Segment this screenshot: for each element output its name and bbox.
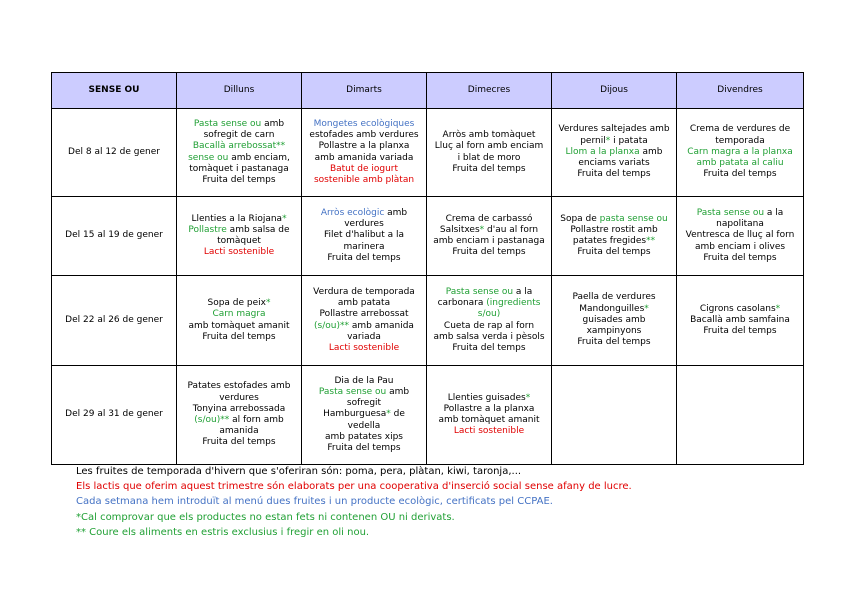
dish-text: *	[605, 135, 611, 146]
dish-text: verdures	[344, 219, 384, 230]
menu-cell	[552, 109, 677, 197]
dish-text: amb enciam i pastanaga	[433, 236, 545, 246]
dish-text: Batut de iogurt	[329, 163, 399, 174]
dish-line	[430, 236, 548, 247]
week-label: Del 8 al 12 de gener	[52, 109, 177, 197]
menu-cell	[177, 109, 302, 197]
menu-cell	[427, 366, 552, 465]
dish-text: Pasta sense ou	[696, 207, 765, 218]
dish-text: Paella de verdures	[572, 292, 656, 303]
header-day: Dimarts	[302, 73, 427, 109]
dish-line	[305, 153, 423, 164]
dish-line	[305, 219, 423, 230]
dish-text: sofregit	[346, 398, 382, 409]
dish-text: Fruita del temps	[202, 437, 276, 448]
dish-text: s/ou)	[477, 309, 501, 320]
dish-text: Sopa de peix	[207, 298, 266, 309]
dish-text: amb enciam,	[228, 152, 290, 163]
dish-text: *	[525, 392, 531, 403]
dish-text: Sopa de	[560, 213, 600, 224]
dish-text: (s/ou)**	[314, 320, 349, 331]
dish-line	[305, 141, 423, 152]
dish-line	[180, 153, 298, 164]
dish-line	[305, 208, 423, 219]
dish-line	[680, 124, 800, 135]
dish-line	[305, 164, 423, 175]
dish-text: Fruita del temps	[577, 247, 651, 258]
menu-cell	[552, 197, 677, 276]
dish-text: amb patates xips	[325, 431, 403, 442]
dish-line	[680, 147, 800, 158]
dish-text: Tonyina arrebossada	[192, 403, 286, 414]
dish-line	[555, 326, 673, 337]
dish-text: Fruita del temps	[577, 337, 651, 348]
week-label: Del 22 al 26 de gener	[52, 276, 177, 366]
menu-table	[51, 72, 804, 465]
dish-text: Lacti sostenible	[328, 342, 400, 353]
menu-cell	[427, 197, 552, 276]
dish-text: amb	[386, 386, 410, 397]
dish-text: Pollastre arrebossat	[319, 309, 409, 320]
dish-text: **	[646, 236, 656, 246]
dish-text: sostenible amb plàtan	[313, 174, 415, 185]
dish-text: de	[390, 409, 405, 420]
dish-text: Arròs ecològic	[320, 207, 385, 218]
dish-text: napolitana	[716, 219, 764, 230]
dish-text: *	[266, 298, 271, 309]
dish-text: Lacti sostenible	[453, 426, 525, 437]
dish-line	[680, 208, 800, 219]
week-label: Del 29 al 31 de gener	[52, 366, 177, 465]
dish-text: amb tomàquet amanit	[438, 415, 540, 425]
dish-text: verdures	[219, 392, 259, 403]
dish-text: xampinyons	[586, 326, 642, 337]
dish-text: i patata	[610, 135, 648, 146]
dish-text: Cueta de rap al forn	[443, 320, 535, 331]
dish-text: enciams variats	[578, 158, 650, 169]
dish-line	[430, 404, 548, 415]
menu-cell	[302, 109, 427, 197]
dish-line	[430, 426, 548, 437]
header-corner: SENSE OU	[52, 73, 177, 109]
dish-text: amb	[261, 118, 285, 129]
header-row	[52, 73, 804, 109]
dish-line	[430, 225, 548, 236]
dish-text: Fruita del temps	[703, 326, 777, 337]
week-row	[52, 276, 804, 366]
dish-line	[555, 136, 673, 147]
dish-text: Hamburguesa	[323, 409, 387, 420]
dish-text: Pollastre	[188, 224, 227, 235]
dish-line	[180, 175, 298, 186]
menu-cell	[552, 276, 677, 366]
dish-text: *	[775, 303, 781, 314]
dish-line	[430, 298, 548, 309]
dish-line	[305, 432, 423, 443]
menu-cell	[177, 197, 302, 276]
dish-text: amb amanida	[349, 320, 414, 331]
dish-text: amb patata	[337, 298, 391, 309]
dish-text: Llenties a la Riojana	[191, 213, 283, 224]
dish-line	[180, 130, 298, 141]
dish-line	[680, 315, 800, 326]
menu-cell	[177, 276, 302, 366]
dish-line	[305, 175, 423, 186]
dish-text: Pasta sense ou	[193, 118, 262, 129]
dish-line	[180, 164, 298, 175]
dish-text: a la	[764, 207, 784, 218]
dish-text: amb	[639, 146, 663, 157]
dish-line	[305, 230, 423, 241]
header-day: Dilluns	[177, 73, 302, 109]
dish-text: Lluç al forn amb enciam	[434, 141, 544, 152]
dish-line	[430, 164, 548, 175]
dish-line	[305, 298, 423, 309]
dish-line	[180, 309, 298, 320]
dish-text: variada	[347, 331, 381, 342]
dish-text: vedella	[347, 420, 381, 431]
dish-line	[180, 393, 298, 404]
dish-line	[555, 158, 673, 169]
dish-line	[555, 169, 673, 180]
note-ecological: Cada setmana hem introduït al menú dues fruites i un producte ecològic, certificats pel CCPAE.	[76, 496, 553, 508]
dish-line	[305, 119, 423, 130]
dish-text: Arròs amb tomàquet	[442, 130, 536, 141]
dish-text: guisades amb	[582, 314, 646, 325]
dish-line	[305, 343, 423, 354]
dish-line	[430, 309, 548, 320]
dish-text: Fruita del temps	[452, 163, 526, 174]
week-row	[52, 366, 804, 465]
dish-line	[430, 332, 548, 343]
dish-line	[180, 225, 298, 236]
dish-line	[180, 141, 298, 152]
dish-text: Carn magra	[212, 309, 266, 320]
dish-line	[555, 337, 673, 348]
dish-line	[180, 298, 298, 309]
dish-text: pernil	[580, 135, 606, 146]
dish-text: amb patata al caliu	[696, 158, 784, 169]
dish-text: Verdura de temporada	[313, 286, 415, 297]
dish-text: temporada	[715, 135, 765, 146]
note-egg-check: *Cal comprovar que els productes no estan fets ni contenen OU ni derivats.	[76, 511, 455, 523]
dish-text: Bacallà amb samfaina	[690, 314, 790, 325]
dish-line	[430, 343, 548, 354]
dish-line	[680, 253, 800, 264]
dish-line	[555, 225, 673, 236]
menu-cell	[302, 197, 427, 276]
footnotes	[76, 464, 632, 540]
dish-text: Fruita del temps	[202, 174, 276, 185]
dish-line	[680, 219, 800, 230]
dish-line	[680, 230, 800, 241]
dish-text: amb tomàquet amanit	[188, 320, 290, 331]
dish-text: Dia de la Pau	[334, 375, 394, 386]
dish-text: pasta sense ou	[599, 213, 668, 224]
menu-cell	[427, 109, 552, 197]
dish-line	[430, 287, 548, 298]
dish-line	[180, 437, 298, 448]
dish-line	[305, 287, 423, 298]
dish-line	[305, 130, 423, 141]
dish-text: Fruita del temps	[202, 331, 276, 342]
dish-line	[555, 315, 673, 326]
dish-text: Fruita del temps	[327, 252, 401, 263]
dish-text: Mandonguilles	[579, 303, 645, 314]
dish-line	[555, 304, 673, 315]
dish-text: Pollastre a la planxa	[318, 141, 410, 152]
dish-text: amb salsa verda i pèsols	[433, 331, 545, 342]
dish-text: (ingredients	[486, 298, 541, 309]
dish-text: Salsitxes	[439, 224, 480, 235]
dish-text: Pollastre a la planxa	[443, 403, 535, 414]
dish-text: marinera	[343, 241, 385, 252]
dish-text: amb amanida variada	[314, 152, 414, 163]
dish-text: Fruita del temps	[703, 169, 777, 180]
dish-text: patates fregides	[572, 236, 647, 246]
dish-text: carbonara	[437, 298, 487, 309]
dish-line	[555, 247, 673, 258]
dish-line	[305, 332, 423, 343]
dish-text: sofregit de carn	[203, 130, 275, 141]
dish-text: amb	[384, 207, 408, 218]
dish-text: *	[282, 213, 287, 224]
dish-text: a la	[513, 286, 533, 297]
dish-text: Pasta sense ou	[445, 286, 514, 297]
dish-text: Mongetes ecològiques	[313, 118, 415, 129]
dish-text: Patates estofades amb	[187, 381, 291, 392]
dish-line	[680, 326, 800, 337]
dish-line	[180, 214, 298, 225]
dish-line	[180, 426, 298, 437]
note-cooking-utensils: ** Coure els aliments en estris exclusius i fregir en oli nou.	[76, 526, 370, 538]
dish-text: amb salsa de	[226, 224, 290, 235]
dish-line	[430, 393, 548, 404]
dish-line	[680, 304, 800, 315]
dish-text: *	[479, 224, 485, 235]
dish-line	[305, 398, 423, 409]
dish-text: *	[644, 303, 649, 314]
dish-text: amanida	[219, 426, 259, 437]
dish-line	[180, 236, 298, 247]
menu-cell	[677, 109, 804, 197]
dish-line	[305, 443, 423, 454]
dish-line	[680, 136, 800, 147]
dish-line	[430, 141, 548, 152]
dish-text: d'au al forn	[484, 224, 539, 235]
dish-line	[430, 153, 548, 164]
dish-line	[305, 421, 423, 432]
menu-cell	[177, 366, 302, 465]
header-day: Dijous	[552, 73, 677, 109]
dish-text: tomàquet	[217, 236, 261, 246]
week-row	[52, 109, 804, 197]
dish-text: Cigrons casolans	[699, 303, 776, 314]
dish-text: *	[386, 409, 391, 420]
menu-cell	[552, 366, 677, 465]
dish-line	[430, 130, 548, 141]
dish-line	[680, 242, 800, 253]
dish-line	[180, 119, 298, 130]
week-row	[52, 197, 804, 276]
dish-line	[305, 253, 423, 264]
menu-cell	[677, 366, 804, 465]
menu-cell	[302, 366, 427, 465]
dish-text: Pollastre rostit amb	[570, 224, 658, 235]
dish-text: Llom a la planxa	[565, 146, 640, 157]
dish-line	[305, 321, 423, 332]
dish-line	[555, 147, 673, 158]
note-seasonal-fruit: Les fruites de temporada d'hivern que s'oferiran són: poma, pera, plàtan, kiwi, taronja,...	[76, 466, 522, 477]
dish-text: Llenties guisades	[447, 392, 526, 403]
dish-text: (s/ou)**	[194, 415, 230, 425]
dish-line	[680, 169, 800, 180]
header-day: Dimecres	[427, 73, 552, 109]
dish-line	[180, 332, 298, 343]
dish-line	[180, 381, 298, 392]
dish-line	[430, 415, 548, 426]
dish-text: Ventresca de lluç al forn	[685, 230, 795, 241]
dish-line	[305, 387, 423, 398]
dish-line	[430, 247, 548, 258]
dish-text: Pasta sense ou	[318, 386, 387, 397]
dish-text: Lacti sostenible	[203, 247, 275, 258]
dish-text: Fruita del temps	[327, 443, 401, 453]
dish-line	[555, 292, 673, 303]
dish-text: Crema de carbassó	[445, 213, 533, 224]
dish-text: Fruita del temps	[577, 169, 651, 180]
menu-cell	[677, 197, 804, 276]
dish-line	[305, 376, 423, 387]
dish-text: al forn amb	[229, 415, 284, 425]
menu-body	[52, 109, 804, 465]
dish-text: Fruita del temps	[703, 252, 777, 263]
note-dairy: Els lactis que oferim aquest trimestre són elaborats per una cooperativa d'inserció social sense afany de lucre.	[76, 481, 632, 493]
dish-line	[430, 321, 548, 332]
dish-line	[305, 409, 423, 420]
dish-text: Filet d'halibut a la	[323, 230, 405, 241]
dish-line	[305, 309, 423, 320]
menu-cell	[427, 276, 552, 366]
header-day: Divendres	[677, 73, 804, 109]
dish-text: sense ou	[188, 152, 229, 163]
dish-line	[180, 247, 298, 258]
dish-text: Crema de verdures de	[689, 124, 791, 135]
dish-text: tomàquet i pastanaga	[189, 163, 289, 174]
dish-line	[430, 214, 548, 225]
dish-line	[305, 242, 423, 253]
menu-cell	[677, 276, 804, 366]
dish-text: Verdures saltejades amb	[558, 124, 670, 135]
dish-text: Fruita del temps	[452, 342, 526, 353]
menu-cell	[302, 276, 427, 366]
dish-line	[680, 158, 800, 169]
dish-line	[180, 404, 298, 415]
week-label: Del 15 al 19 de gener	[52, 197, 177, 276]
dish-text: estofades amb verdures	[309, 130, 419, 141]
dish-line	[180, 321, 298, 332]
dish-line	[555, 214, 673, 225]
dish-text: i blat de moro	[457, 152, 521, 163]
dish-line	[555, 236, 673, 247]
dish-line	[555, 124, 673, 135]
dish-line	[180, 415, 298, 426]
dish-text: Fruita del temps	[452, 247, 526, 258]
dish-text: Carn magra a la planxa	[687, 146, 793, 157]
dish-text: Bacallà arrebossat**	[192, 141, 286, 152]
dish-text: amb enciam i olives	[694, 241, 786, 252]
